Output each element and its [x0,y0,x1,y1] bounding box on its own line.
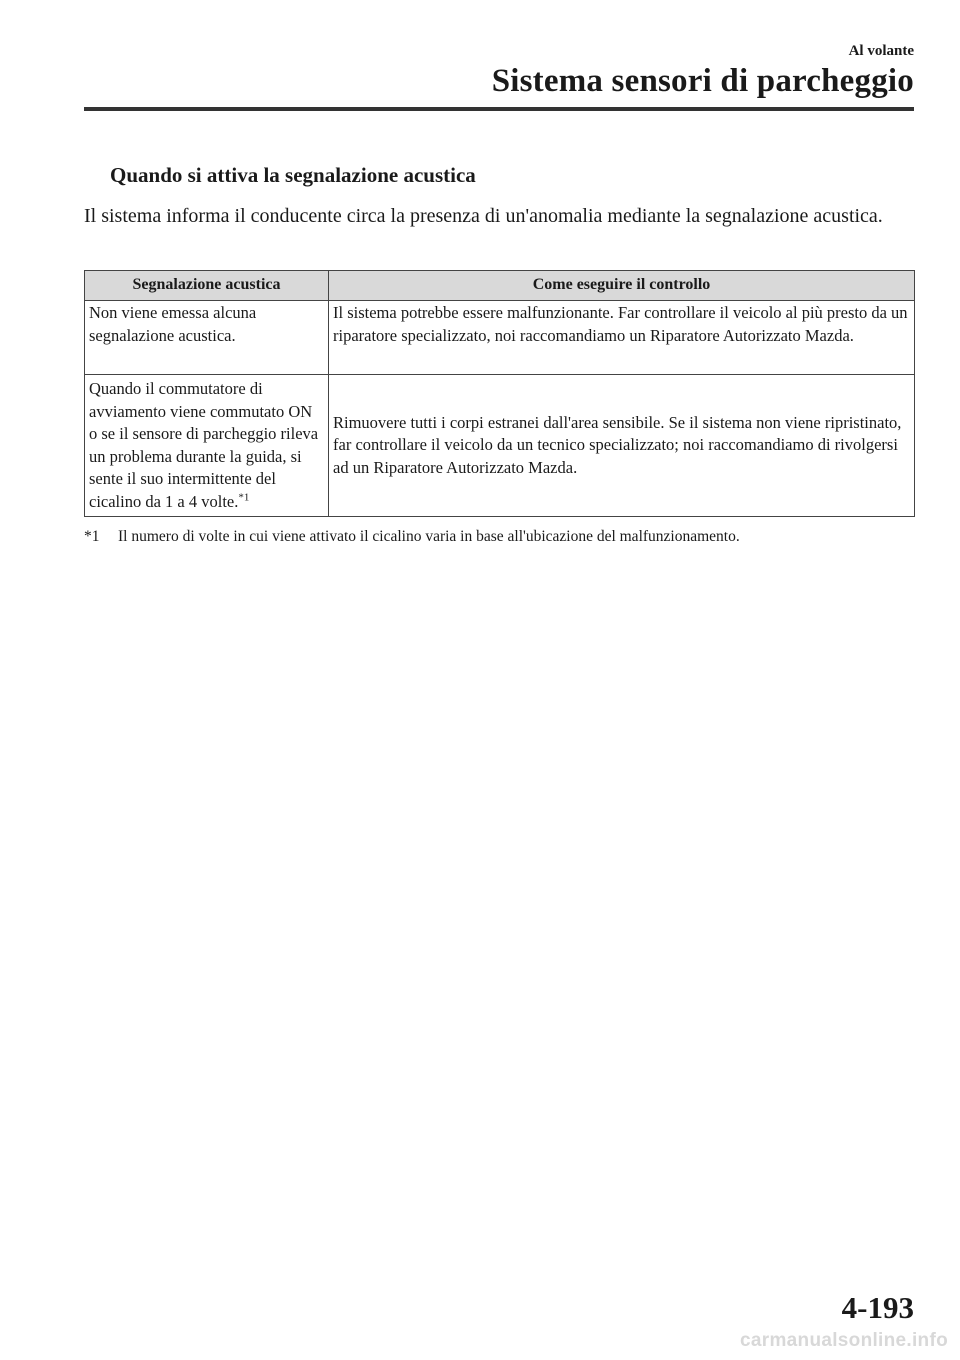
footnote-reference: *1 [238,491,250,503]
intro-paragraph: Il sistema informa il conducente circa la presenza di un'anomalia mediante la segnalazione acustica. [84,205,883,227]
footnote [84,526,915,548]
header-divider [84,107,914,111]
column-header-signal: Segnalazione acustica [85,271,329,301]
table-header-row [85,271,915,301]
table-row [85,375,915,517]
signal-cell: Non viene emessa alcuna segnalazione acustica. [85,301,329,375]
footnote-text: Il numero di volte in cui viene attivato il cicalino varia in base all'ubicazione del malfunzionamento. [118,528,740,545]
page-number: 4-193 [841,1290,914,1325]
signal-cell [85,375,329,517]
section-heading: Quando si attiva la segnalazione acustica [110,163,476,187]
check-cell: Rimuovere tutti i corpi estranei dall'area sensibile. Se il sistema non viene ripristinato, far controllare il veicolo da un tecnico specializzato; noi raccomandiamo di rivolgersi ad un Riparatore Autorizzato Mazda. [329,375,915,517]
table-row [85,301,915,375]
page-header [492,42,914,101]
check-cell: Il sistema potrebbe essere malfunzionante. Far controllare il veicolo al più presto da un riparatore specializzato, noi raccomandiamo un Riparatore Autorizzato Mazda. [329,301,915,375]
signal-text: Quando il commutatore di avviamento viene commutato ON o se il sensore di parcheggio rileva un problema durante la guida, si sente il suo intermittente del cicalino da 1 a 4 volte. [89,379,319,511]
footnote-marker: *1 [84,528,100,545]
chapter-name: Al volante [848,43,914,59]
watermark: carmanualsonline.info [740,1330,948,1351]
page-title: Sistema sensori di parcheggio [491,63,914,99]
column-header-check: Come eseguire il controllo [329,271,915,301]
warning-beep-table [84,270,915,517]
